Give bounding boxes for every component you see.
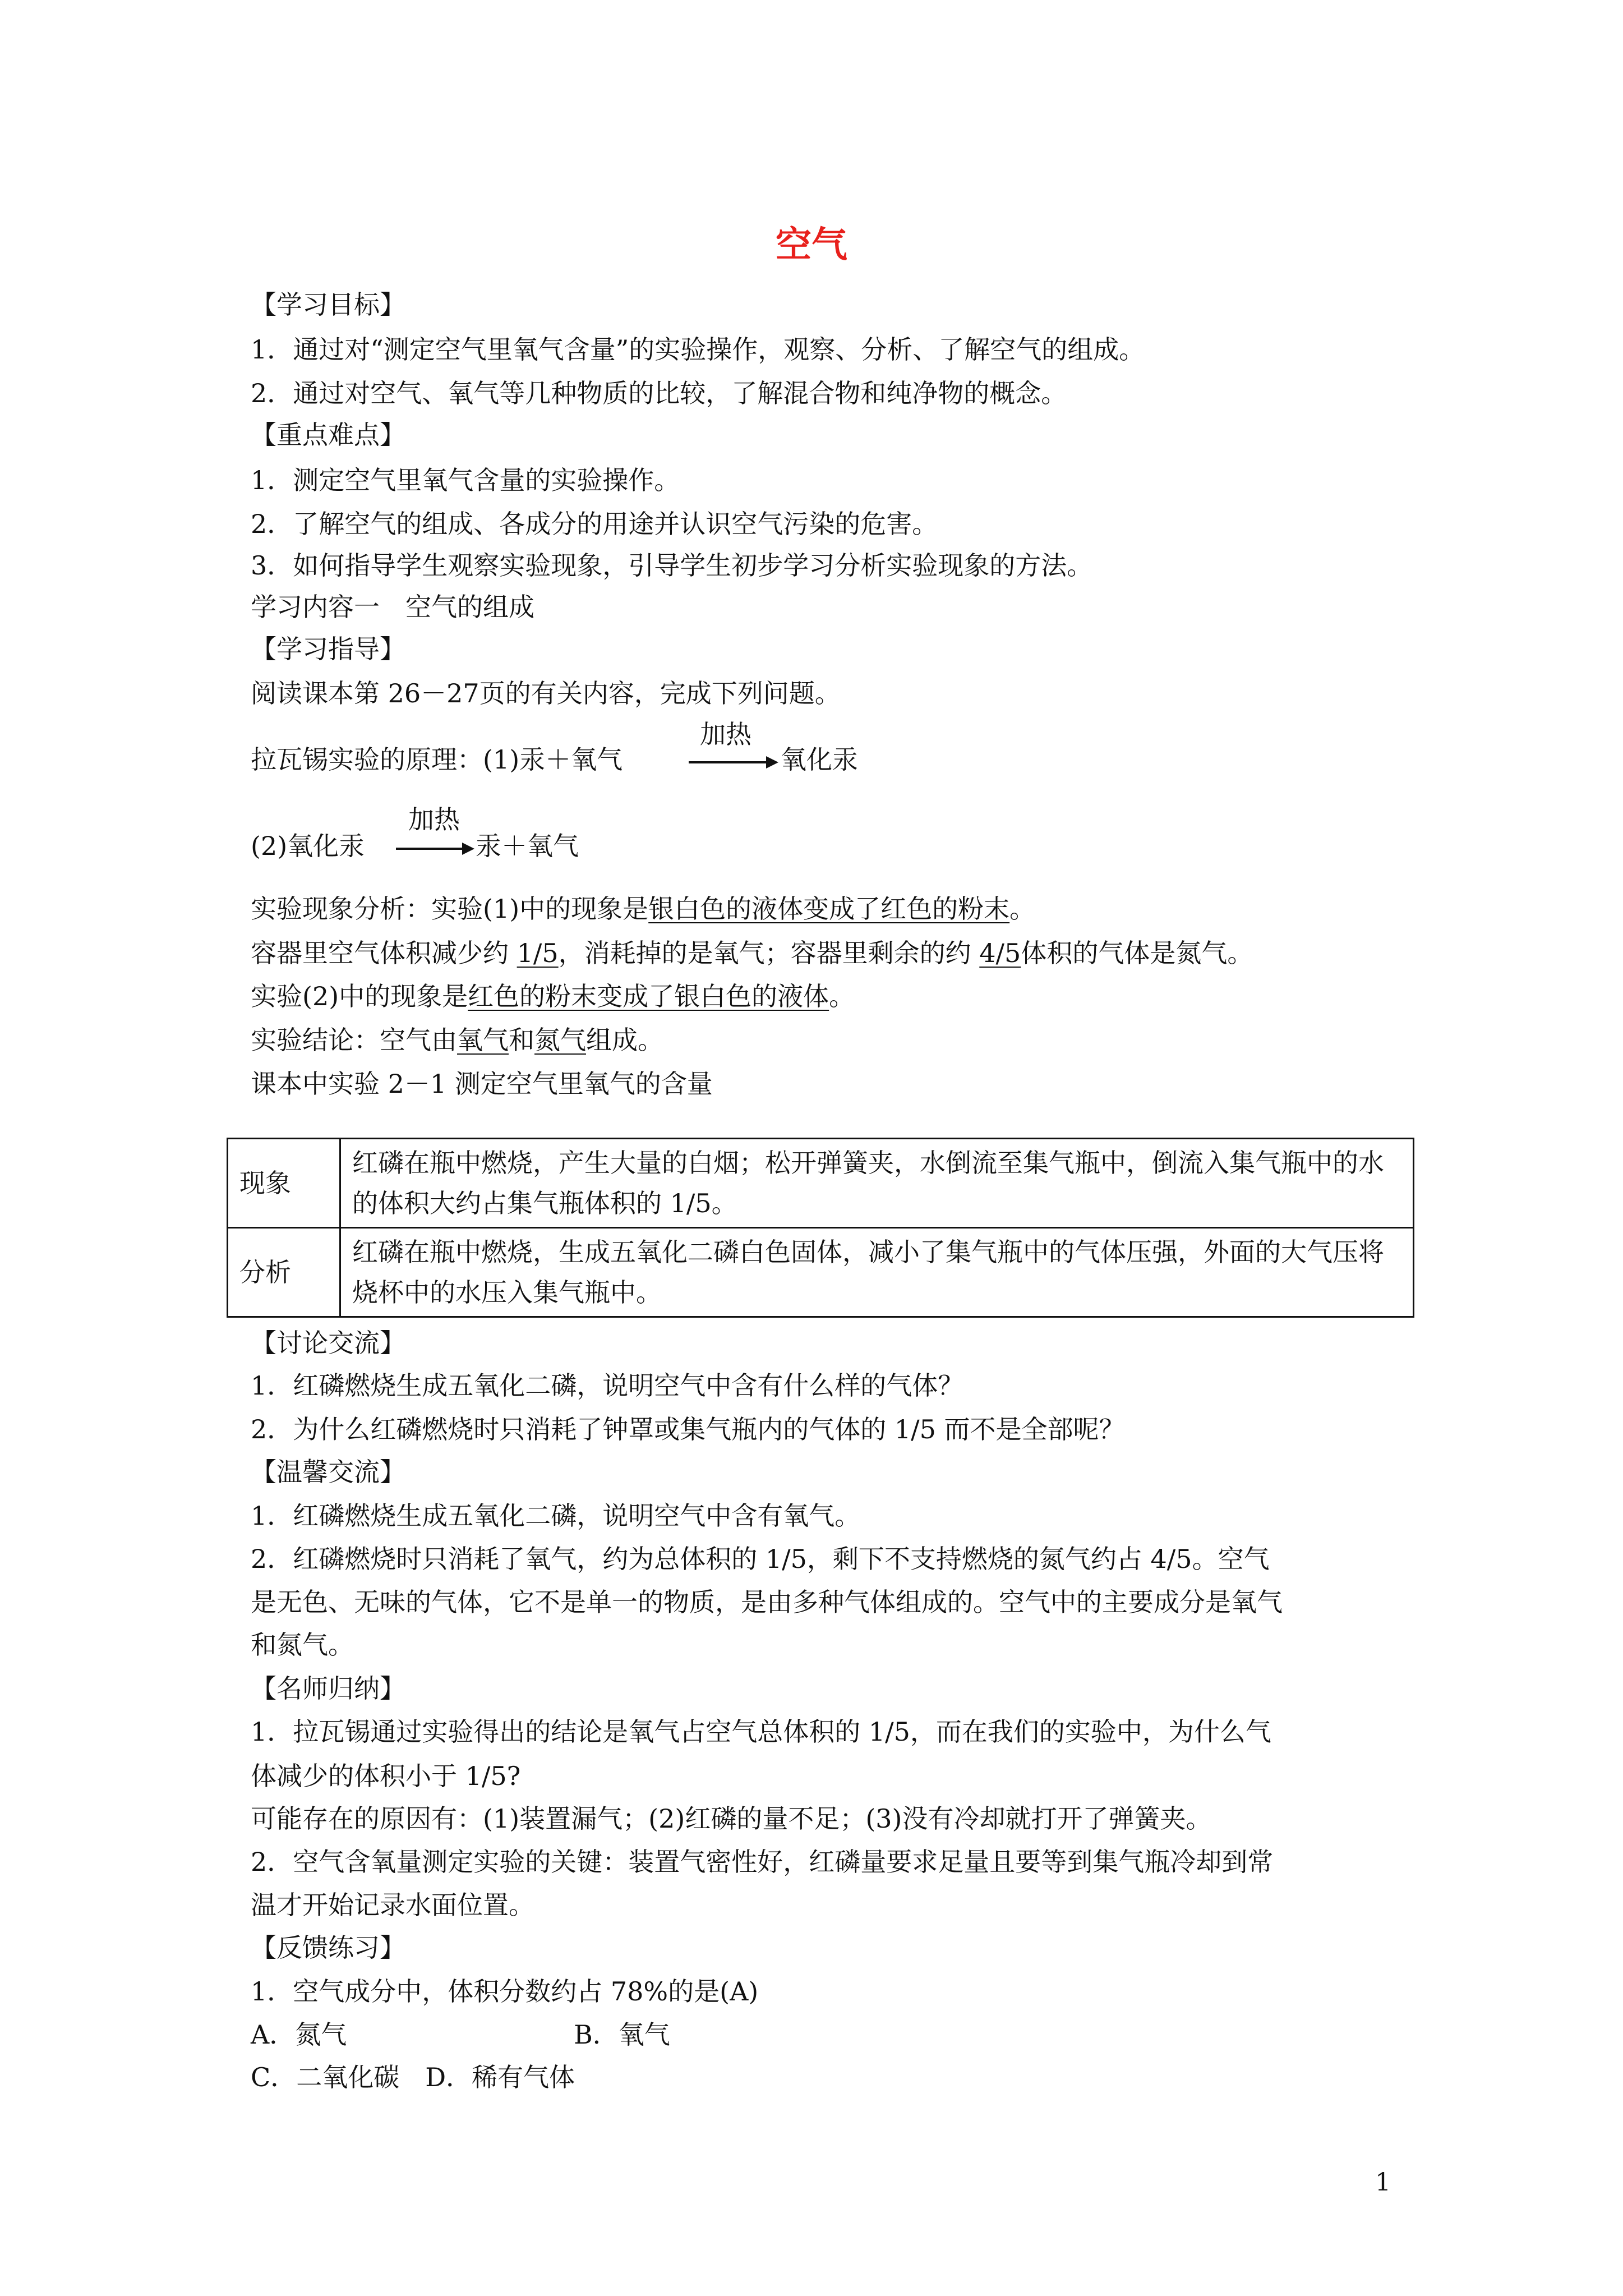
exp2-prefix: 实验(2)中的现象是 [251, 981, 468, 1011]
exp2-end: 。 [829, 981, 855, 1011]
volume-suffix: 体积的气体是氮气。 [1021, 938, 1253, 968]
analysis-prefix: 实验现象分析：实验(1)中的现象是 [251, 894, 649, 924]
practice-heading: 【反馈练习】 [251, 1932, 405, 1963]
experiment-2-line [251, 979, 855, 1013]
keypoints-heading: 【重点难点】 [251, 420, 405, 450]
goal-item-2: 2．通过对空气、氧气等几种物质的比较，了解混合物和纯净物的概念。 [251, 378, 1067, 408]
answer-blank: 银白色的液体变成了红色的粉末 [648, 894, 1010, 924]
page-number: 1 [1375, 2168, 1391, 2197]
answer-blank: 4/5 [979, 938, 1021, 968]
analysis-line [251, 892, 1035, 926]
volume-prefix: 容器里空气体积减少约 [251, 938, 517, 968]
answer-blank: 氧气 [457, 1025, 509, 1055]
keypoint-item-2: 2．了解空气的组成、各成分的用途并认识空气污染的危害。 [251, 509, 938, 539]
guide-heading: 【学习指导】 [251, 634, 405, 664]
reaction-2-product: 汞＋氧气 [476, 831, 579, 861]
practice-question-1: 1．空气成分中，体积分数约占 78%的是(A) [251, 1976, 759, 2007]
option-b: B．氧气 [574, 2019, 670, 2050]
reaction-2-reactant: (2)氧化汞 [251, 831, 365, 861]
summary-item-1-line-1: 1．拉瓦锡通过实验得出的结论是氧气占空气总体积的 1/5，而在我们的实验中，为什么气 [251, 1717, 1271, 1747]
conclusion-mid: 和 [509, 1025, 534, 1055]
volume-mid: ，消耗掉的是氧气；容器里剩余的约 [558, 938, 980, 968]
answer-blank: 氮气 [534, 1025, 586, 1055]
conclusion-line [251, 1023, 663, 1057]
reaction-1-arrowhead [766, 756, 778, 769]
conclusion-prefix: 实验结论：空气由 [251, 1025, 457, 1055]
table-row [228, 1228, 1414, 1317]
conclusion-suffix: 组成。 [586, 1025, 663, 1055]
summary-item-2-line-1: 2．空气含氧量测定实验的关键：装置气密性好，红磷量要求足量且要等到集气瓶冷却到常 [251, 1847, 1274, 1877]
reaction-1-arrow [689, 761, 768, 763]
option-c-d: C．二氧化碳 D．稀有气体 [251, 2062, 575, 2092]
tips-heading: 【温馨交流】 [251, 1457, 405, 1487]
table-row-label: 分析 [228, 1228, 340, 1317]
goal-item-1: 1．通过对“测定空气里氧气含量”的实验操作，观察、分析、了解空气的组成。 [251, 334, 1145, 365]
tips-item-1: 1．红磷燃烧生成五氧化二磷，说明空气中含有氧气。 [251, 1501, 861, 1531]
tips-item-2-line-1: 2．红磷燃烧时只消耗了氧气，约为总体积的 1/5，剩下不支持燃烧的氮气约占 4/5。空气 [251, 1544, 1270, 1574]
analysis-end: 。 [1009, 894, 1036, 924]
tips-item-2-line-3: 和氮气。 [251, 1630, 354, 1660]
discussion-heading: 【讨论交流】 [251, 1328, 405, 1358]
reaction-2-arrowhead [462, 843, 474, 855]
observation-table [227, 1138, 1414, 1318]
discussion-item-2: 2．为什么红磷燃烧时只消耗了钟罩或集气瓶内的气体的 1/5 而不是全部呢？ [251, 1414, 1125, 1444]
summary-reasons: 可能存在的原因有：(1)装置漏气；(2)红磷的量不足；(3)没有冷却就打开了弹簧夹。 [251, 1803, 1212, 1834]
reaction-2-arrow [396, 848, 464, 850]
goals-heading: 【学习目标】 [251, 289, 405, 320]
section-title: 学习内容一 空气的组成 [251, 592, 534, 622]
summary-heading: 【名师归纳】 [251, 1673, 405, 1704]
answer-blank: 1/5 [517, 938, 559, 968]
principle-reaction-1 [251, 743, 623, 776]
summary-item-1-line-2: 体减少的体积小于 1/5? [251, 1761, 521, 1791]
reaction-1-reactants: 拉瓦锡实验的原理：(1)汞＋氧气 [251, 744, 623, 775]
summary-item-2-line-2: 温才开始记录水面位置。 [251, 1890, 534, 1920]
option-a: A．氮气 [251, 2019, 347, 2050]
table-row-content: 红磷在瓶中燃烧，生成五氧化二磷白色固体，减小了集气瓶中的气体压强，外面的大气压将烧杯中的水压入集气瓶中。 [340, 1228, 1414, 1317]
answer-blank: 红色的粉末变成了银白色的液体 [468, 981, 829, 1011]
reading-instruction: 阅读课本第 26－27页的有关内容，完成下列问题。 [251, 678, 841, 708]
keypoint-item-3: 3．如何指导学生观察实验现象，引导学生初步学习分析实验现象的方法。 [251, 550, 1093, 581]
reaction-1-condition: 加热 [700, 719, 751, 749]
page-title: 空气 [776, 224, 847, 266]
textbook-experiment: 课本中实验 2－1 测定空气里氧气的含量 [251, 1069, 713, 1099]
reaction-2-condition: 加热 [408, 804, 460, 835]
reaction-1-product: 氧化汞 [781, 744, 858, 775]
table-row [228, 1139, 1414, 1228]
table-row-content: 红磷在瓶中燃烧，产生大量的白烟；松开弹簧夹，水倒流至集气瓶中，倒流入集气瓶中的水的体积大约占集气瓶体积的 1/5。 [340, 1139, 1414, 1228]
tips-item-2-line-2: 是无色、无味的气体，它不是单一的物质，是由多种气体组成的。空气中的主要成分是氧气 [251, 1587, 1283, 1617]
volume-line [251, 936, 1253, 970]
keypoint-item-1: 1．测定空气里氧气含量的实验操作。 [251, 465, 680, 495]
discussion-item-1: 1．红磷燃烧生成五氧化二磷，说明空气中含有什么样的气体？ [251, 1370, 964, 1401]
table-row-label: 现象 [228, 1139, 340, 1228]
